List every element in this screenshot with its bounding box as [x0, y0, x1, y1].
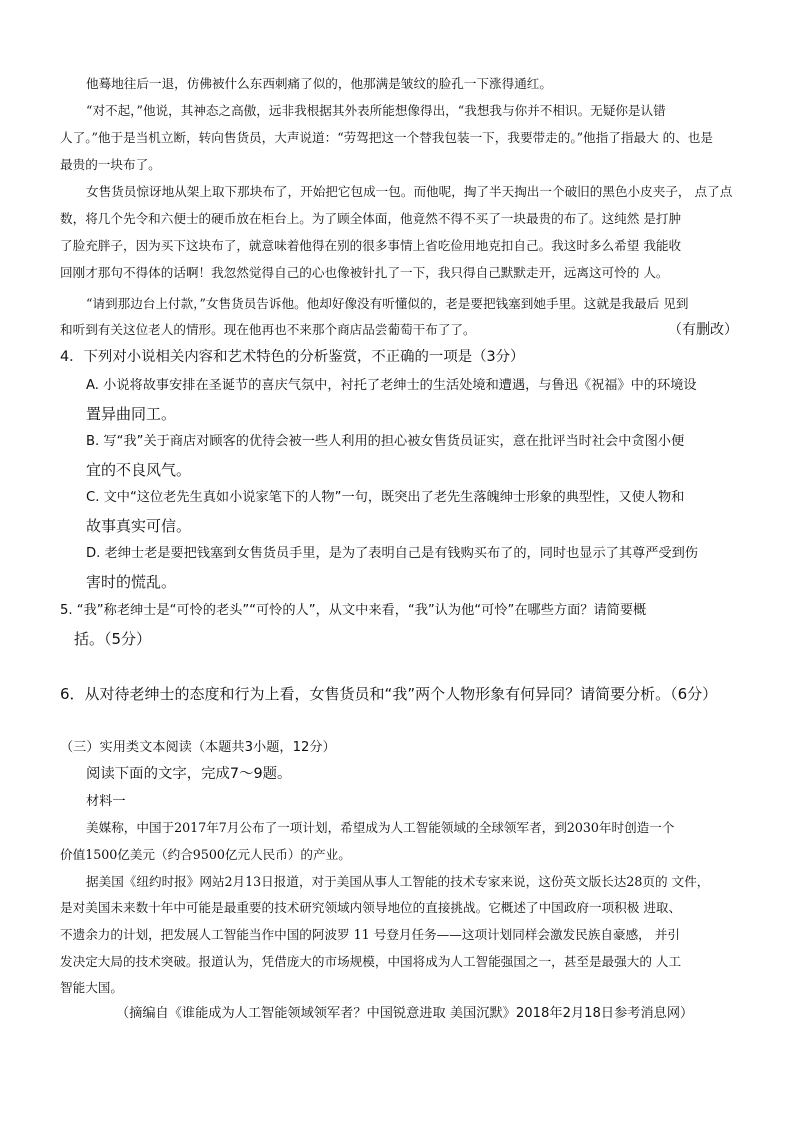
section-3-instruction: 阅读下面的文字，完成7～9题。 — [86, 766, 292, 782]
story-paragraph-3-line-4: 回刚才那句不得体的话啊！我忽然觉得自己的心也像被针扎了一下，我只得自己默默走开，远离这可怜的 人。 — [60, 265, 669, 280]
story-paragraph-2-line-2: 人了。”他于是当机立断，转向售货员，大声说道：“劳驾把这一个替我包装一下，我要带走的。”他指了指最大 的、也是 — [60, 130, 713, 145]
question-6: 6．从对待老绅士的态度和行为上看，女售货员和“我”两个人物形象有何异同？请简要分析。（6分） — [60, 685, 718, 703]
question-4-option-a-line-1: A. 小说将故事安排在圣诞节的喜庆气氛中，衬托了老绅士的生活处境和遭遇，与鲁迅《祝福》中的环境设 — [86, 378, 697, 393]
abridged-note: （有删改） — [668, 322, 738, 338]
material-1-paragraph-2-line-4: 发决定大局的技术突破。报道认为，凭借庞大的市场规模，中国将成为人工智能强国之一，甚至是最强大的 人工 — [60, 954, 682, 969]
story-paragraph-3-line-2: 数，将几个先令和六便士的硬币放在柜台上。为了顾全体面，他竟然不得不买了一块最贵的布了。这纯然 是打肿 — [60, 211, 682, 226]
story-paragraph-4-line-1: “请到那边台上付款，”女售货员告诉他。他却好像没有听懂似的，老是要把钱塞到她手里。这就是我最后 见到 — [86, 296, 689, 311]
question-5-line-1: 5. “我”称老绅士是“可怜的老头”“可怜的人”，从文中来看，“我”认为他“可怜”在哪些方面？请简要概 — [60, 603, 647, 618]
story-paragraph-4-line-2: 和听到有关这位老人的情形。现在他再也不来那个商店品尝葡萄干布了了。 — [60, 322, 476, 337]
story-paragraph-3-line-3: 了脸充胖子，因为买下这块布了，就意味着他得在别的很多事情上省吃俭用地克扣自己。我这时多么希望 我能收 — [60, 238, 682, 253]
material-1-source: （摘编自《谁能成为人工智能领域领军者？中国锐意进取 美国沉默》2018年2月18日参考消息网） — [116, 1006, 694, 1021]
question-4-option-d-line-2: 害时的慌乱。 — [86, 573, 177, 591]
question-4-stem: 4．下列对小说相关内容和艺术特色的分析鉴赏，不正确的一项是（3分） — [60, 349, 525, 365]
story-paragraph-1: 他蓦地往后一退，仿佛被什么东西刺痛了似的，他那满是皱纹的脸孔一下涨得通红。 — [86, 76, 552, 91]
question-4-option-c-line-1: C. 文中“这位老先生真如小说家笔下的人物”一句，既突出了老先生落魄绅士形象的典型性，又使人物和 — [86, 490, 685, 505]
material-1-paragraph-1-line-1: 美媒称，中国于2017年7月公布了一项计划，希望成为人工智能领域的全球领军者，到2030年时创造一个 — [86, 820, 675, 835]
question-4-option-b-line-1: B. 写“我”关于商店对顾客的优待会被一些人利用的担心被女售货员证实，意在批评当时社会中贪图小便 — [86, 434, 685, 449]
material-1-paragraph-2-line-5: 智能大国。 — [60, 980, 123, 995]
story-paragraph-2-line-3: 最贵的一块布了。 — [60, 157, 161, 172]
question-4-option-b-line-2: 宜的不良风气。 — [86, 461, 192, 479]
question-4-option-a-line-2: 置异曲同工。 — [86, 405, 177, 423]
question-4-option-c-line-2: 故事真实可信。 — [86, 517, 192, 535]
question-5-line-2: 括。（5分） — [74, 630, 152, 648]
material-1-paragraph-2-line-3: 不遗余力的计划，把发展人工智能当作中国的阿波罗 11 号登月任务——这项计划同样会激发民族自豪感， 并引 — [60, 927, 680, 942]
story-paragraph-3-line-1: 女售货员惊讶地从架上取下那块布了，开始把它包成一包。而他呢，掏了半天掏出一个破旧的黑色小皮夹子， 点了点 — [86, 184, 733, 199]
material-1-label: 材料一 — [86, 794, 126, 809]
material-1-paragraph-2-line-1: 据美国《纽约时报》网站2月13日报道，对于美国从事人工智能的技术专家来说，这份英文版长达28页的 文件， — [86, 874, 710, 889]
section-3-heading: （三）实用类文本阅读（本题共3小题，12分） — [60, 740, 336, 755]
story-paragraph-2-line-1: “对不起，”他说，其神态之高傲，远非我根据其外表所能想像得出，“我想我与你并不相识。无疑你是认错 — [86, 103, 666, 118]
question-4-option-d-line-1: D. 老绅士老是要把钱塞到女售货员手里，是为了表明自己是有钱购买布了的，同时也显示了其尊严受到伤 — [86, 546, 698, 561]
material-1-paragraph-2-line-2: 是对美国未来数十年中可能是最重要的技术研究领域内领导地位的直接挑战。它概述了中国政府一项积极 进取、 — [60, 900, 682, 915]
material-1-paragraph-1-line-2: 价值1500亿美元（约合9500亿元人民币）的产业。 — [60, 847, 351, 862]
